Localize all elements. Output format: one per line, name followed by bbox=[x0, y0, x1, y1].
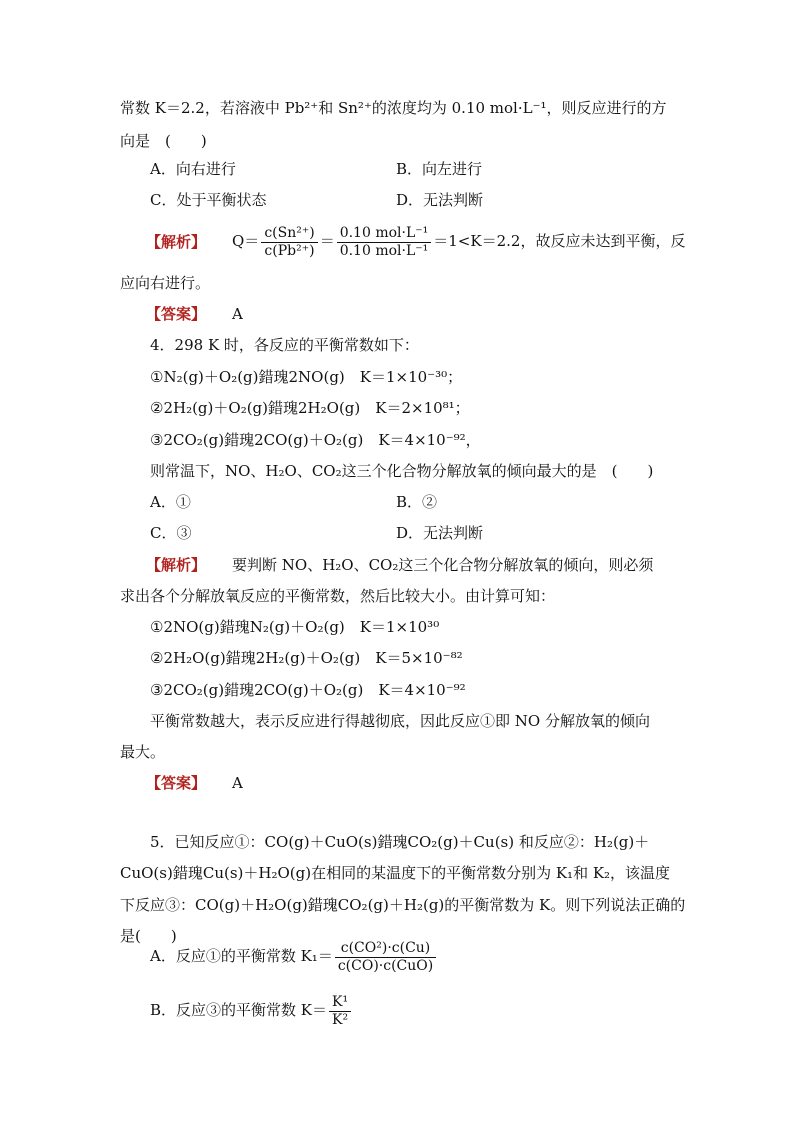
q3-analysis-label: 【解析】 bbox=[146, 233, 207, 251]
q4-analysis-label: 【解析】 bbox=[146, 556, 207, 574]
q5-stem-line-2: CuO(s)錯瑰Cu(s)＋H₂O(g)在相同的某温度下的平衡常数分别为 K₁和 K₂，该温度 bbox=[120, 864, 671, 882]
q4-reaction-1: ①N₂(g)＋O₂(g)錯瑰2NO(g) K＝1×10⁻³⁰； bbox=[150, 368, 463, 386]
q4-answer: A bbox=[232, 774, 243, 792]
q4-option-c: C．③ bbox=[150, 524, 192, 542]
q4-analysis-line-1: 要判断 NO、H₂O、CO₂这三个化合物分解放氧的倾向，则必须 bbox=[232, 556, 654, 574]
q5-b-numerator: K¹ bbox=[329, 994, 351, 1012]
q3-option-c: C．处于平衡状态 bbox=[150, 191, 267, 209]
q3-expl-prefix: Q＝ bbox=[232, 232, 260, 250]
q5-b-denominator: K² bbox=[332, 1011, 349, 1028]
q3-frac1-denominator: c(Pb²⁺) bbox=[264, 242, 315, 259]
q3-fraction-1 bbox=[261, 225, 317, 260]
q4-derived-2: ②2H₂O(g)錯瑰2H₂(g)＋O₂(g) K＝5×10⁻⁸² bbox=[150, 649, 463, 667]
q5-option-b-prefix: B．反应③的平衡常数 K＝ bbox=[150, 1001, 327, 1019]
q3-frac1-numerator: c(Sn²⁺) bbox=[261, 225, 317, 243]
q3-option-b: B．向左进行 bbox=[396, 160, 483, 178]
q3-analysis-formula bbox=[232, 221, 685, 261]
q4-option-b: B．② bbox=[396, 493, 438, 511]
q3-option-d: D．无法判断 bbox=[396, 191, 484, 209]
q4-analysis-line-3: 平衡常数越大，表示反应进行得越彻底，因此反应①即 NO 分解放氧的倾向 bbox=[150, 712, 650, 730]
q5-stem-line-1: 5．已知反应①：CO(g)＋CuO(s)錯瑰CO₂(g)＋Cu(s) 和反应②：H₂(g)＋ bbox=[150, 833, 650, 851]
q4-question: 则常温下，NO、H₂O、CO₂这三个化合物分解放氧的倾向最大的是 ( ) bbox=[150, 462, 654, 480]
q3-fraction-2 bbox=[337, 225, 432, 260]
q4-reaction-3: ③2CO₂(g)錯瑰2CO(g)＋O₂(g) K＝4×10⁻⁹²， bbox=[150, 431, 481, 449]
q3-frac2-numerator: 0.10 mol·L⁻¹ bbox=[337, 225, 432, 243]
q4-answer-label: 【答案】 bbox=[146, 774, 207, 792]
q3-stem-line-1: 常数 K＝2.2，若溶液中 Pb²⁺和 Sn²⁺的浓度均为 0.10 mol·L⁻¹，则反应进行的方 bbox=[120, 99, 667, 117]
q5-a-numerator: c(CO²)·c(Cu) bbox=[335, 940, 436, 958]
q3-answer-label: 【答案】 bbox=[146, 305, 207, 323]
q4-analysis-line-2: 求出各个分解放氧反应的平衡常数，然后比较大小。由计算可知： bbox=[120, 587, 556, 605]
q5-stem-line-4: 是( ) bbox=[120, 927, 177, 945]
q3-frac2-denominator: 0.10 mol·L⁻¹ bbox=[339, 242, 429, 259]
q5-option-a bbox=[150, 936, 438, 976]
q5-option-a-prefix: A．反应①的平衡常数 K₁＝ bbox=[150, 947, 333, 965]
q3-analysis-line-2: 应向右进行。 bbox=[120, 274, 211, 292]
q5-option-b bbox=[150, 990, 353, 1030]
q5-option-a-fraction bbox=[335, 940, 436, 975]
q4-derived-3: ③2CO₂(g)錯瑰2CO(g)＋O₂(g) K＝4×10⁻⁹² bbox=[150, 681, 466, 699]
q3-answer: A bbox=[232, 305, 243, 323]
q5-option-b-fraction bbox=[329, 994, 351, 1029]
q4-option-a: A．① bbox=[150, 493, 191, 511]
q4-option-d: D．无法判断 bbox=[396, 524, 484, 542]
q4-stem: 4．298 K 时，各反应的平衡常数如下： bbox=[150, 336, 419, 354]
q3-option-a: A．向右进行 bbox=[150, 160, 236, 178]
q5-stem-line-3: 下反应③：CO(g)＋H₂O(g)錯瑰CO₂(g)＋H₂(g)的平衡常数为 K。则下列说法正确的 bbox=[120, 896, 686, 914]
q3-stem-line-2: 向是 ( ) bbox=[120, 132, 207, 150]
q4-derived-1: ①2NO(g)錯瑰N₂(g)＋O₂(g) K＝1×10³⁰ bbox=[150, 618, 440, 636]
q4-analysis-line-4: 最大。 bbox=[120, 743, 166, 761]
q3-expl-eq: ＝ bbox=[319, 232, 335, 250]
q3-expl-suffix: ＝1<K＝2.2，故反应未达到平衡，反 bbox=[433, 232, 686, 250]
q4-reaction-2: ②2H₂(g)＋O₂(g)錯瑰2H₂O(g) K＝2×10⁸¹； bbox=[150, 399, 470, 417]
q5-a-denominator: c(CO)·c(CuO) bbox=[337, 957, 434, 974]
